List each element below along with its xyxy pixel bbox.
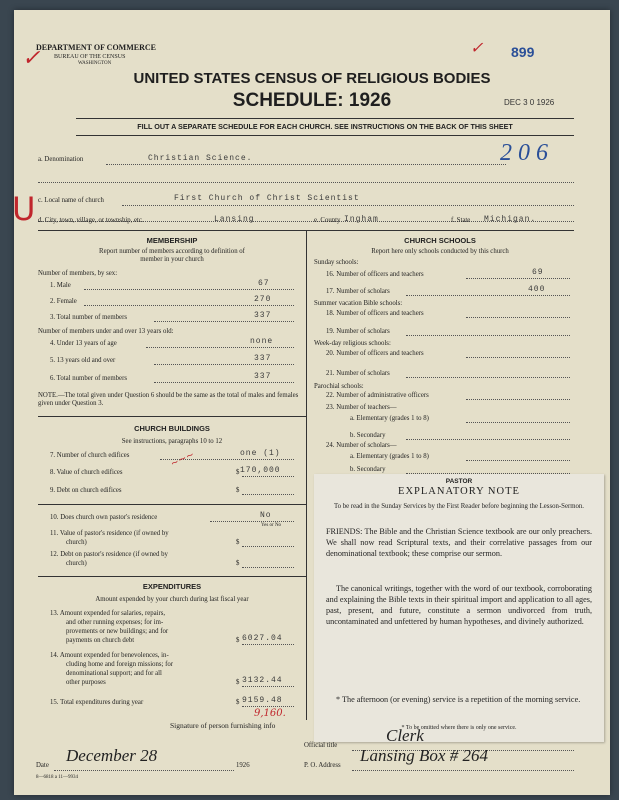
county-label: e. County bbox=[314, 217, 341, 224]
instruction-banner: FILL OUT A SEPARATE SCHEDULE FOR EACH CHURCH. SEE INSTRUCTIONS ON THE BACK OF THIS SHEET bbox=[137, 122, 513, 131]
q5-value: 337 bbox=[254, 354, 272, 363]
under-over-label: Number of members under and over 13 years old: bbox=[38, 328, 174, 335]
q2-value: 270 bbox=[254, 295, 272, 304]
membership-note: NOTE.—The total given under Question 6 should be the same as the total of males and females given under Question 3. bbox=[38, 392, 299, 407]
yes-no-hint: Yes or No bbox=[261, 523, 282, 528]
year-value: 1926 bbox=[236, 762, 250, 769]
q15-label: 15. Total expenditures during year bbox=[50, 699, 144, 706]
membership-instruction-2: member in your church bbox=[140, 256, 204, 263]
q17-label: 17. Number of scholars bbox=[326, 288, 390, 295]
q13-line-1: 13. Amount expended for salaries, repairs, bbox=[50, 610, 166, 617]
membership-heading: MEMBERSHIP bbox=[146, 236, 198, 245]
q12-label: 12. Debt on pastor's residence (if owned by bbox=[50, 551, 168, 558]
pasted-explanatory-note bbox=[314, 474, 604, 742]
q16-value: 69 bbox=[532, 268, 544, 277]
note-footnote: * To be omitted where there is only one service. bbox=[401, 725, 517, 731]
q1-label: 1. Male bbox=[50, 282, 71, 289]
red-scribble-annotation: ~~~ bbox=[168, 449, 197, 470]
q4-value: none bbox=[250, 337, 274, 346]
q10-label: 10. Does church own pastor's residence bbox=[50, 514, 158, 521]
q17-value: 400 bbox=[528, 285, 546, 294]
note-paragraph-1: FRIENDS: The Bible and the Christian Science textbook are our only preachers. We shall now read Scriptural texts, and their correlative passages from our denominational textbook; these comprise our sermon. bbox=[326, 527, 592, 558]
schools-instruction: Report here only schools conducted by this church bbox=[371, 248, 509, 255]
q7-value: one (1) bbox=[240, 449, 281, 458]
expenditures-instruction: Amount expended by your church during last fiscal year bbox=[95, 596, 249, 603]
q2-label: 2. Female bbox=[50, 298, 77, 305]
note-title: EXPLANATORY NOTE bbox=[398, 486, 520, 497]
signature-label: Signature of person furnishing info bbox=[170, 721, 276, 730]
buildings-instruction: See instructions, paragraphs 10 to 12 bbox=[121, 438, 223, 445]
city-label: WASHINGTON bbox=[78, 61, 112, 66]
margin-mark: U bbox=[12, 190, 36, 228]
serial-number: 899 bbox=[511, 44, 535, 60]
q13-value: 6027.04 bbox=[242, 634, 283, 643]
q8-value: 170,000 bbox=[240, 466, 281, 475]
schedule-title: SCHEDULE: 1926 bbox=[232, 90, 392, 111]
bureau-label: BUREAU OF THE CENSUS bbox=[54, 54, 126, 60]
received-stamp: DEC 3 0 1926 bbox=[504, 98, 555, 107]
q15-correction: 9,160. bbox=[254, 708, 286, 719]
by-sex-label: Number of members, by sex: bbox=[38, 270, 118, 277]
official-title-label: Official title bbox=[304, 742, 338, 749]
q14-value: 3132.44 bbox=[242, 676, 283, 685]
po-address-label: P. O. Address bbox=[304, 762, 341, 769]
q15-value: 9159.48 bbox=[242, 696, 283, 705]
q6-label: 6. Total number of members bbox=[50, 375, 127, 382]
state-value: Michigan. bbox=[484, 215, 537, 224]
q9-label: 9. Debt on church edifices bbox=[50, 487, 122, 494]
q11-label: 11. Value of pastor's residence (if owned by bbox=[50, 530, 169, 537]
denomination-label: a. Denomination bbox=[38, 156, 84, 163]
note-intro: To be read in the Sunday Services by the First Reader before beginning the Lesson-Sermon. bbox=[334, 503, 585, 510]
department-label: DEPARTMENT OF COMMERCE bbox=[36, 43, 157, 52]
city-value: Lansing bbox=[214, 215, 255, 224]
q1-value: 67 bbox=[258, 279, 270, 288]
date-value: December 28 bbox=[66, 746, 158, 765]
city-town-label: d. City, town, village, or township, etc. bbox=[38, 217, 144, 224]
schools-heading: CHURCH SCHOOLS bbox=[404, 236, 476, 245]
date-label: Date bbox=[36, 762, 49, 769]
note-paragraph-2: The canonical writings, together with the word of our textbook, corroborating and explaining the Bible texts in their spiritual import and application to all ages, past, present, and future, constitute a sermon undivorced from truth, uncontaminated and unfettered by human hypotheses, and divinely authorized. bbox=[326, 584, 592, 626]
denomination-code: 206 bbox=[500, 140, 554, 166]
q14-line-1: 14. Amount expended for benevolences, in- bbox=[50, 652, 169, 659]
q16-label: 16. Number of officers and teachers bbox=[326, 271, 424, 278]
q3-label: 3. Total number of members bbox=[50, 314, 127, 321]
po-address-value: Lansing Box # 264 bbox=[360, 746, 488, 765]
expenditures-heading: EXPENDITURES bbox=[142, 582, 202, 591]
official-title-value: Clerk bbox=[386, 726, 424, 745]
denomination-value: Christian Science. bbox=[148, 154, 253, 163]
state-label: f. State bbox=[451, 217, 471, 224]
local-name-label: c. Local name of church bbox=[38, 197, 104, 204]
q10-value: No bbox=[260, 511, 272, 520]
q3-value: 337 bbox=[254, 311, 272, 320]
q4-label: 4. Under 13 years of age bbox=[50, 340, 117, 347]
membership-instruction: Report number of members according to definition of bbox=[99, 248, 245, 255]
q7-label: 7. Number of church edifices bbox=[50, 452, 130, 459]
buildings-heading: CHURCH BUILDINGS bbox=[134, 424, 210, 433]
form-title: UNITED STATES CENSUS OF RELIGIOUS BODIES bbox=[133, 70, 491, 87]
local-name-value: First Church of Christ Scientist bbox=[174, 194, 360, 203]
census-schedule-sheet: DEPARTMENT OF COMMERCE BUREAU OF THE CENSUS WASHINGTON ✓ ✓ 899 UNITED STATES CENSUS OF RELIGIOUS BODIES SCHEDULE: 1926 DEC 3 0 1926 FILL OUT A SEPARATE SCHEDULE FOR EACH CHURCH. SEE INSTRUCTIONS ON THE BACK OF THIS SHEET a. Denomination Christian Science. 206 U c. Local name of church First Church of Christ Scientist d. City, town, village, or township, etc. Lansing e. County Ingham f. State Michigan. MEMBERSHIP Report number of members according to definition of member in your church Number of members, by sex: 1. Male 67 2. Female 270 3. Total number of members 337 Number of members under and over 13 years old: 4. Under 13 years of age none 5. 13 years old and over 337 6. Total number of members 337 NOTE.—The total given under Question 6 should be the same as the total of males and females given under Question 3. CHURCH BUILDINGS See instructions, paragraphs 10 to 12 7. Number of church edifices one (1) 8. Value of church edifices $ 170,000 ~~~ 9. Debt on church edifices $ 10. Does church own pastor's residence No Yes or No 11. Value of pastor's residence (if owned by church) $ 12. Debt on pastor's residence (if owned by church) $ EXPENDITURES Amount expended by your church during last fiscal year 13. Amount expended for salaries, repairs, and other running expenses; for im- provements or new buildings; and for payments on church debt $ 6027.04 14. Amount expended for benevolences, in- cluding home and foreign missions; for denominational support; and for all other purposes $ 3132.44 15. Total expenditures during year $ 9159.48 9,160. CHURCH SCHOOLS Report here only schools conducted by this church Sunday schools: 16. Number of officers and teachers 69 17. Number of scholars 400 Summer vacation Bible schools: 18. Number of officers and teachers 19. Number of scholars Week-day religious schools: 20. Number of officers and teachers 21. Number of scholars Parochial schools: 22. Number of administrative officers 23. Number of teachers— a. Elementary (grades 1 to 8) b. Secondary 24. Number of scholars— a. Elementary (grades 1 to 8) b. Secondary PASTOR EXPLANATORY NOTE To be read in the Sunday Services by the First Reader before beginning the Lesson-Sermon. FRIENDS: The Bible and the Christian Science textbook are our only preachers. We shall now read Scriptural texts, and their correlative passages from our denominational textbook; these comprise our sermon. The canonical writings, together with the word of our textbook, corroborating and explaining the Bible texts in their spiritual import and application to all ages, past, present, and future, constitute a sermon undivorced from truth, uncontaminated and unfettered by human hypotheses, and divinely authorized. * The afternoon (or evening) service is a repetition of the morning service. * To be omitted where there is only one service. Signature of person furnishing info Official title Clerk Date December 28 1926 P. O. Address Lansing Box # 264 8—6818 a 11—9934 bbox=[14, 10, 610, 795]
q5-label: 5. 13 years old and over bbox=[50, 357, 116, 364]
red-check-mark-top: ✓ bbox=[470, 38, 484, 57]
q8-label: 8. Value of church edifices bbox=[50, 469, 123, 476]
pastor-label: PASTOR bbox=[445, 478, 473, 485]
q6-value: 337 bbox=[254, 372, 272, 381]
county-value: Ingham bbox=[344, 215, 379, 224]
red-check-mark: ✓ bbox=[22, 46, 41, 71]
form-number: 8—6818 a 11—9934 bbox=[36, 775, 79, 780]
note-paragraph-3: * The afternoon (or evening) service is a repetition of the morning service. bbox=[336, 695, 581, 704]
